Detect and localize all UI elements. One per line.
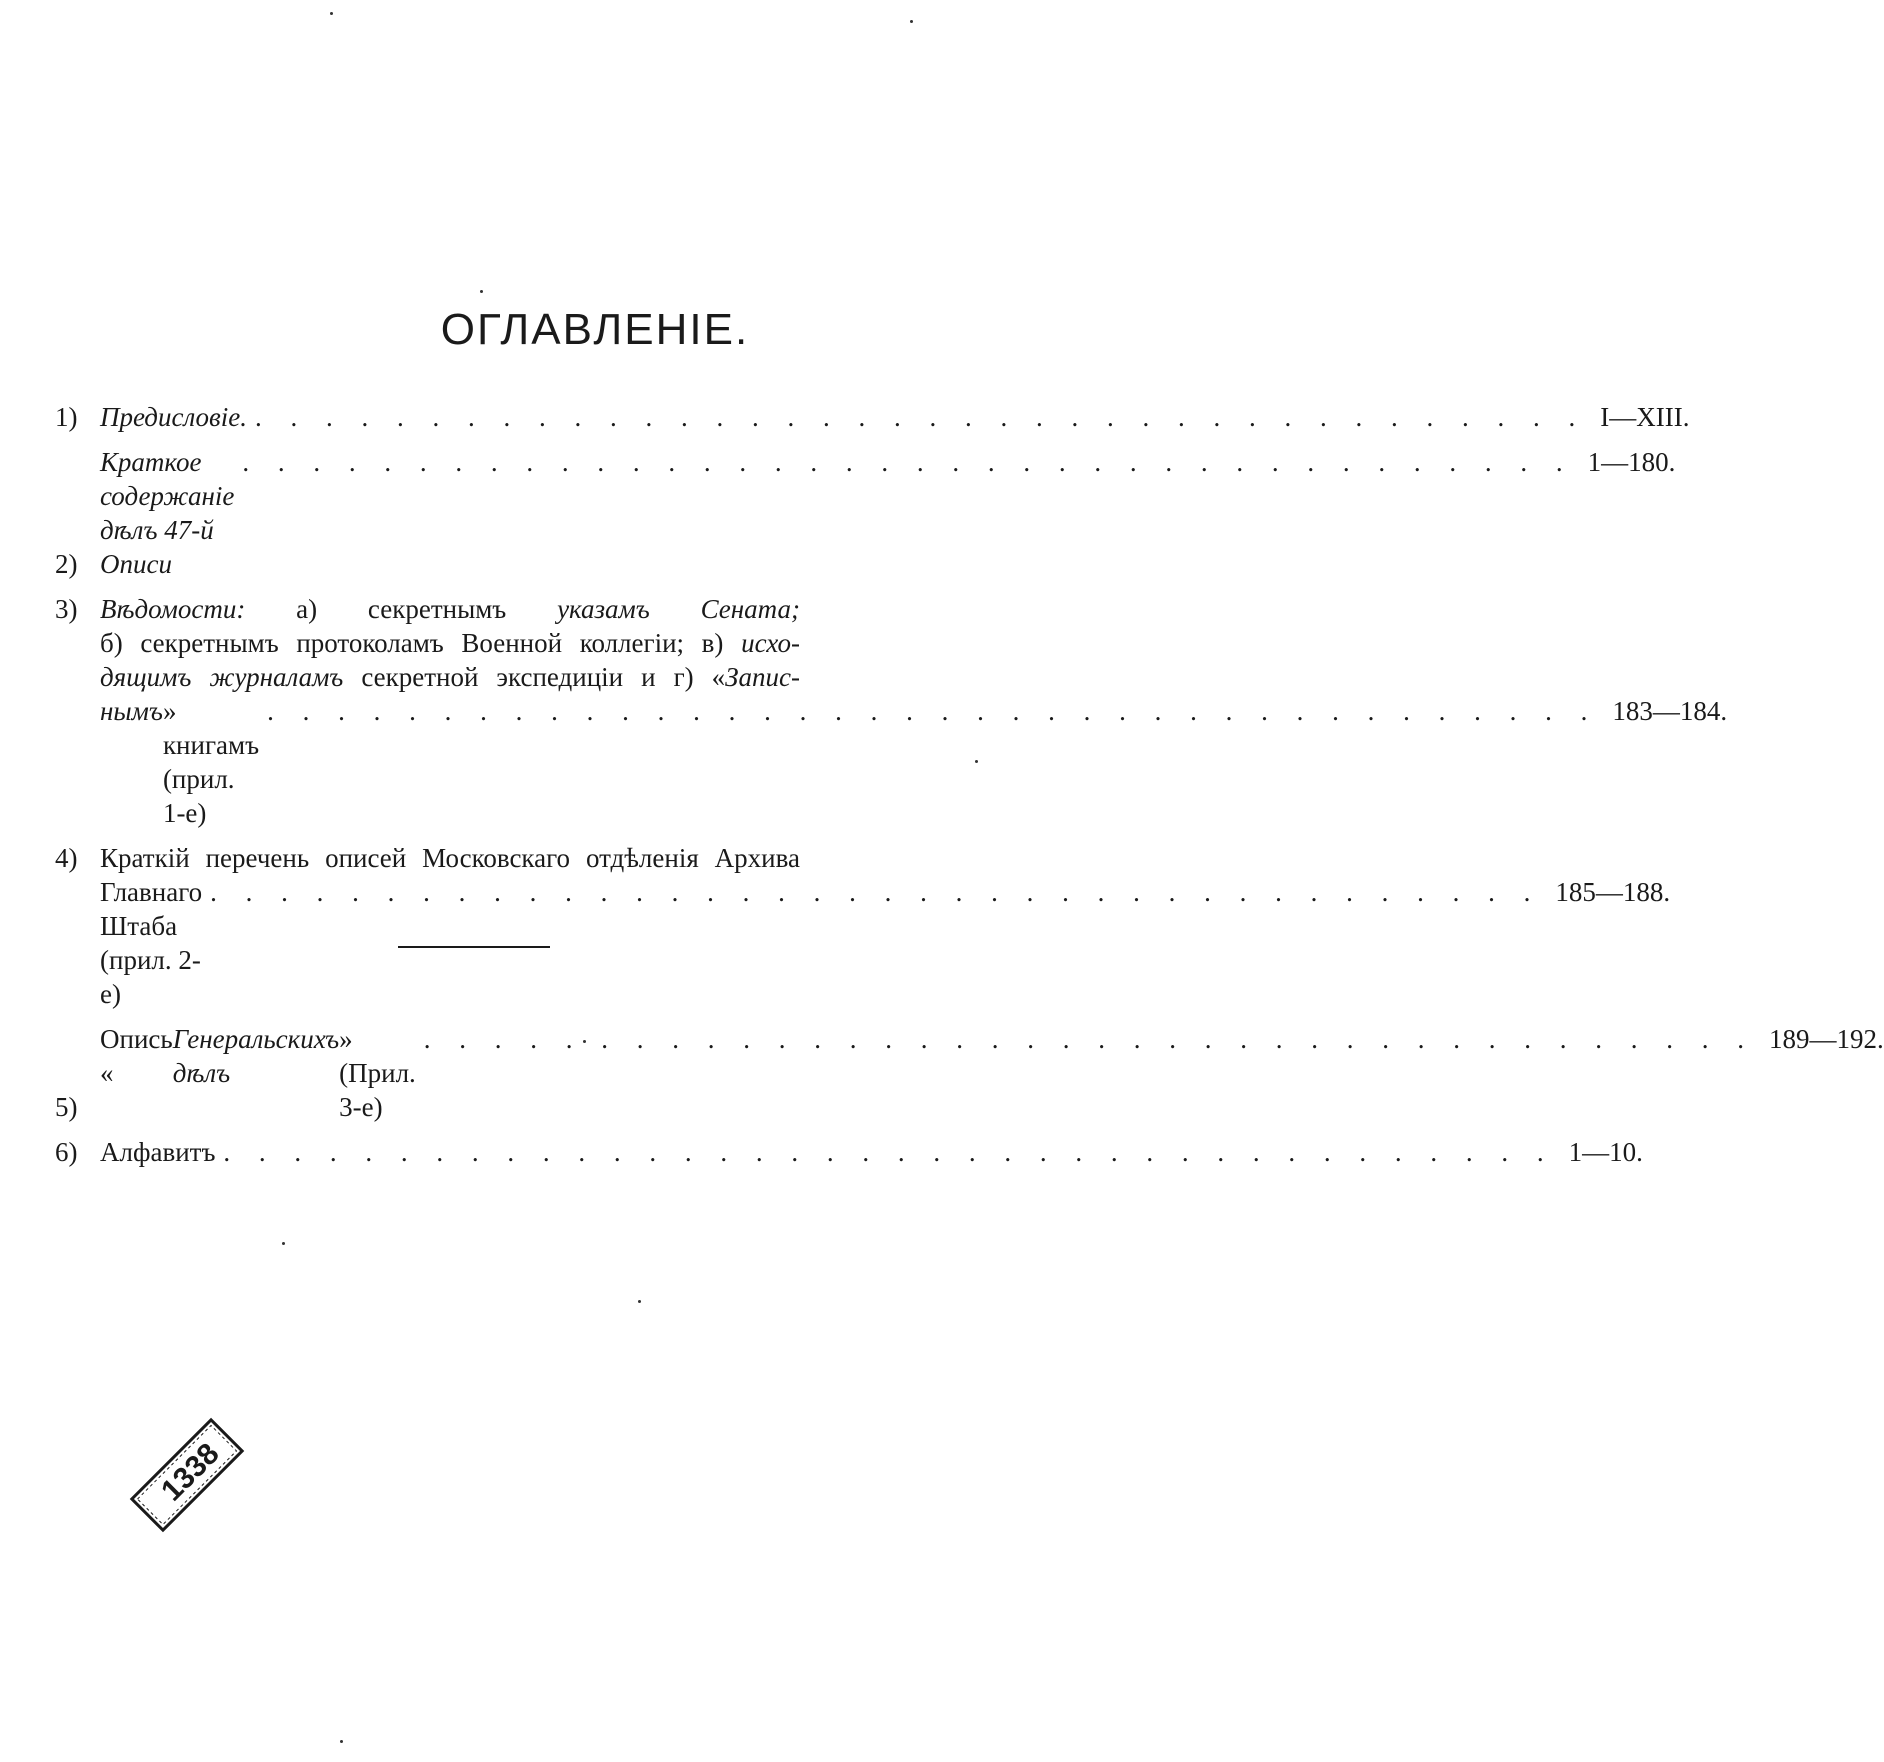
leader-dots	[416, 1022, 1763, 1056]
entry-pages: 183—184.	[1612, 696, 1728, 726]
scan-speck	[330, 12, 333, 15]
scan-speck	[583, 1040, 586, 1043]
entry-text-part: Генеральскихъ дѣлъ	[172, 1024, 340, 1088]
toc-entry-4	[55, 841, 1671, 1011]
toc-entry-1	[55, 400, 1690, 434]
scan-speck	[480, 290, 483, 293]
entry-number: 4)	[55, 843, 78, 873]
entry-title: Алфавитъ	[100, 1137, 216, 1167]
entry-text-part: секретной экспедиціи и г) «	[343, 662, 726, 692]
leader-dots	[247, 400, 1594, 434]
table-of-contents	[55, 400, 1884, 1180]
entry-text-part: » (Прил. 3-е)	[339, 1024, 416, 1122]
scan-speck	[282, 1242, 285, 1245]
leader-dots	[259, 694, 1606, 728]
scan-speck	[910, 20, 913, 23]
toc-entry-5	[55, 1022, 1884, 1124]
entry-text-part: » книгамъ (прил. 1-е)	[162, 696, 260, 828]
entry-title: Предисловіе.	[100, 402, 248, 432]
entry-number: 5)	[55, 1092, 78, 1122]
entry-pages: 185—188.	[1555, 877, 1671, 907]
entry-number: 3)	[55, 594, 78, 624]
entry-text-part: указамъ Сената;	[557, 594, 800, 624]
library-stamp	[112, 1400, 262, 1555]
entry-title: Краткое содержаніе дѣлъ 47-й Описи	[100, 447, 235, 579]
entry-text-part: б) секретнымъ протоколамъ Военной коллегіи; в)	[100, 628, 742, 658]
entry-text-part: дящимъ журналамъ	[100, 662, 344, 692]
scan-speck	[638, 1300, 641, 1303]
leader-dots	[202, 875, 1549, 909]
entry-title: Краткій перечень описей Московскаго отдѣленія Архива	[100, 843, 800, 873]
scan-speck	[975, 760, 978, 763]
entry-text-part: Запис-	[725, 662, 800, 692]
entry-number: 2)	[55, 549, 78, 579]
page-title: ОГЛАВЛЕНІЕ.	[440, 305, 750, 354]
entry-pages: 1—10.	[1568, 1137, 1643, 1167]
toc-entry-3	[55, 592, 1728, 830]
entry-title-part: Вѣдомости:	[100, 594, 246, 624]
toc-entry-2	[55, 445, 1676, 581]
entry-text-part: нымъ	[100, 696, 163, 726]
entry-title-cont: Главнаго Штаба (прил. 2-е)	[100, 877, 203, 1009]
entry-text-part: исхо-	[741, 628, 800, 658]
entry-text-part: а) секретнымъ	[245, 594, 558, 624]
entry-text-part: Опись «	[100, 1024, 173, 1088]
entry-pages: I—XIII.	[1600, 402, 1690, 432]
entry-pages: 189—192.	[1769, 1024, 1884, 1054]
leader-dots	[215, 1135, 1562, 1169]
entry-number: 6)	[55, 1137, 78, 1167]
stamp-number: 1338	[155, 1437, 226, 1508]
leader-dots	[234, 445, 1581, 479]
entry-pages: 1—180.	[1587, 447, 1676, 477]
entry-number: 1)	[55, 402, 78, 432]
toc-entry-6	[55, 1135, 1643, 1169]
section-divider	[398, 946, 550, 948]
scan-speck	[340, 1740, 343, 1743]
